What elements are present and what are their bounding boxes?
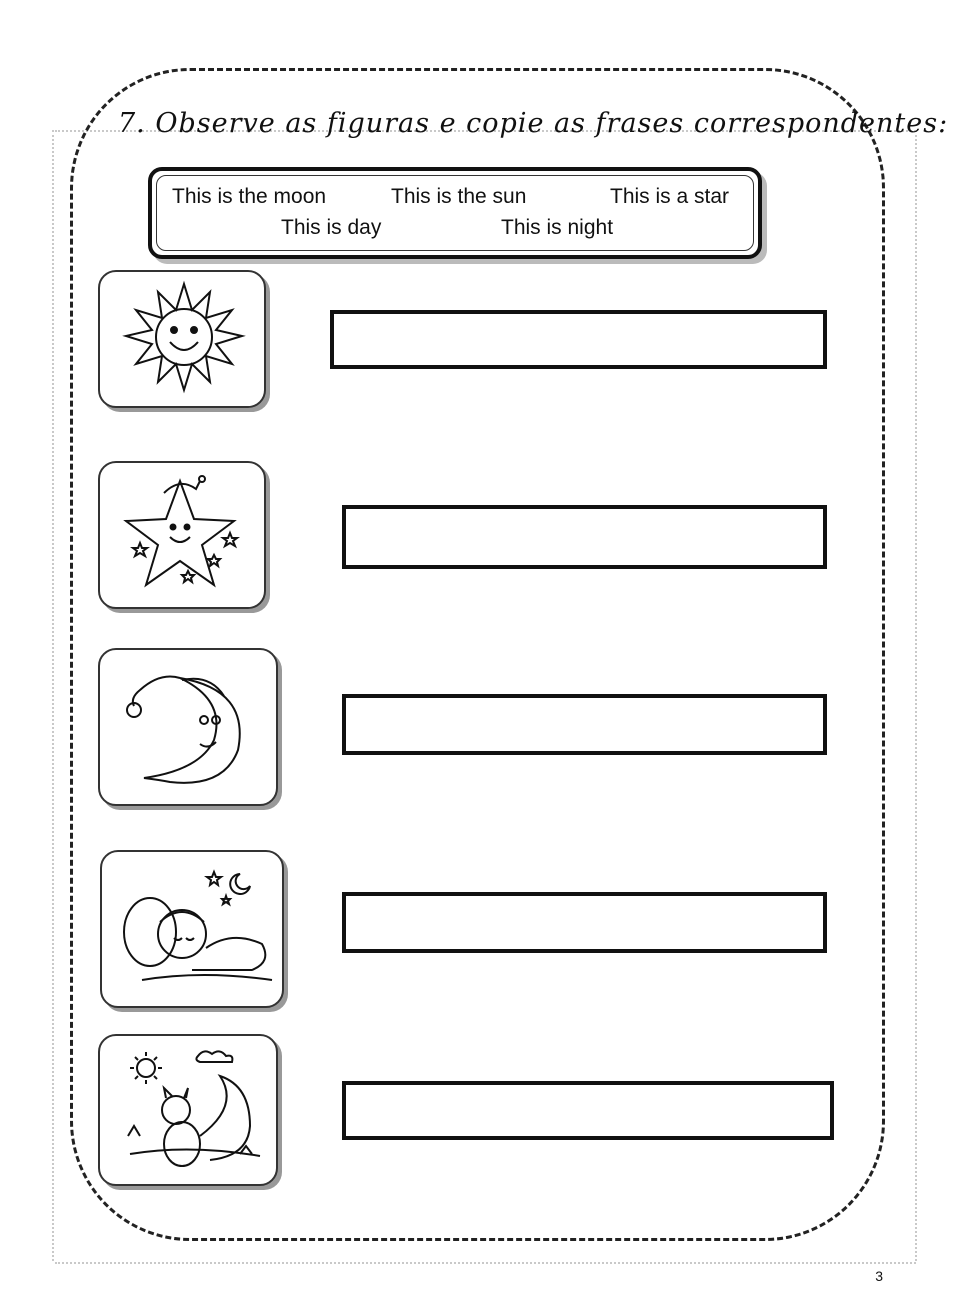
word-bank-phrase: This is the sun [391, 185, 527, 208]
sun-icon [100, 272, 268, 410]
exercise-instruction: 7. Observe as figuras e copie as frases correspondentes: [118, 108, 949, 139]
star-icon [100, 463, 268, 611]
page-number: 3 [875, 1268, 883, 1284]
day-picture-card [98, 1034, 278, 1186]
moon-icon [100, 650, 280, 808]
answer-box[interactable] [342, 1081, 834, 1140]
word-bank-phrase: This is day [281, 216, 382, 239]
word-bank-box [148, 167, 762, 259]
moon-picture-card [98, 648, 278, 806]
answer-box[interactable] [342, 505, 827, 569]
word-bank-phrase: This is the moon [172, 185, 327, 208]
margin-dotted-line-left [52, 130, 54, 1261]
sun-picture-card [98, 270, 266, 408]
answer-box[interactable] [342, 892, 827, 953]
answer-box[interactable] [330, 310, 827, 369]
word-bank-phrase: This is night [501, 216, 614, 239]
night-picture-card [100, 850, 284, 1008]
squirrel-day-icon [100, 1036, 280, 1188]
bottom-dotted-line [55, 1262, 916, 1264]
answer-box[interactable] [342, 694, 827, 755]
word-bank-phrase: This is a star [610, 185, 730, 208]
star-picture-card [98, 461, 266, 609]
margin-dotted-line-right [915, 130, 917, 1261]
sleeping-child-icon [102, 852, 286, 1010]
